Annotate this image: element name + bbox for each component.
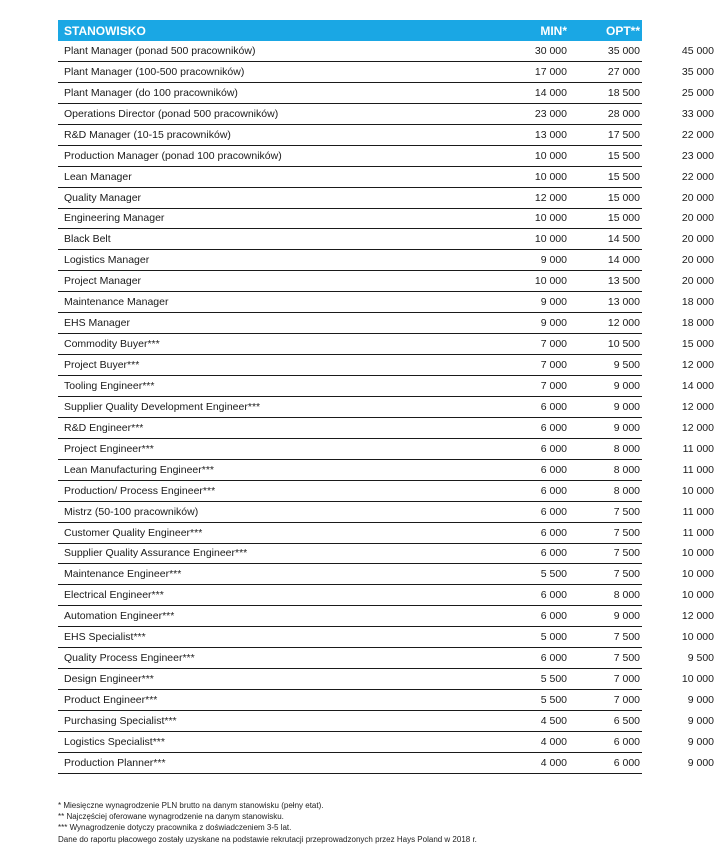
cell-max: 23 000 — [681, 149, 714, 162]
cell-min: 6 000 — [540, 652, 567, 665]
cell-position: Supplier Quality Development Engineer*** — [64, 400, 261, 413]
cell-min: 23 000 — [534, 107, 567, 120]
cell-position: Plant Manager (100-500 pracowników) — [64, 65, 245, 78]
cell-min: 5 000 — [540, 631, 567, 644]
cell-min: 30 000 — [534, 44, 567, 57]
header-min: MIN* — [540, 23, 567, 38]
footnote: ** Najczęściej oferowane wynagrodzenie na danym stanowisku. — [58, 812, 284, 822]
cell-opt: 7 500 — [613, 547, 640, 560]
cell-min: 4 000 — [540, 756, 567, 769]
table-row — [58, 41, 714, 62]
cell-opt: 6 000 — [613, 756, 640, 769]
cell-opt: 7 500 — [613, 631, 640, 644]
cell-opt: 7 000 — [613, 673, 640, 686]
cell-opt: 14 000 — [607, 254, 640, 267]
cell-opt: 7 000 — [613, 694, 640, 707]
cell-position: Purchasing Specialist*** — [64, 714, 177, 727]
cell-position: Quality Process Engineer*** — [64, 652, 195, 665]
cell-min: 10 000 — [534, 233, 567, 246]
header-opt: OPT** — [605, 23, 640, 38]
cell-position: R&D Manager (10-15 pracowników) — [64, 128, 231, 141]
cell-opt: 7 500 — [613, 526, 640, 539]
table-row — [58, 627, 714, 648]
cell-min: 6 000 — [540, 463, 567, 476]
cell-position: EHS Manager — [64, 317, 130, 330]
footnote: * Miesięczne wynagrodzenie PLN brutto na danym stanowisku (pełny etat). — [58, 801, 324, 810]
table-row — [58, 711, 714, 732]
cell-max: 45 000 — [681, 44, 714, 57]
cell-max: 35 000 — [681, 65, 714, 78]
cell-position: Logistics Specialist*** — [64, 735, 165, 748]
cell-max: 10 000 — [681, 547, 714, 560]
cell-opt: 8 000 — [613, 484, 640, 497]
cell-max: 18 000 — [681, 296, 714, 309]
cell-opt: 14 500 — [607, 233, 640, 246]
cell-min: 10 000 — [534, 212, 567, 225]
cell-min: 10 000 — [534, 170, 567, 183]
table-row — [58, 648, 714, 669]
cell-position: Commodity Buyer*** — [64, 338, 160, 351]
cell-min: 10 000 — [534, 275, 567, 288]
table-row — [58, 418, 714, 439]
table-row — [58, 669, 714, 690]
cell-max: 10 000 — [681, 589, 714, 602]
cell-min: 9 000 — [540, 254, 567, 267]
table-row — [58, 564, 714, 585]
cell-min: 6 000 — [540, 547, 567, 560]
header-position: STANOWISKO — [64, 23, 146, 38]
cell-max: 10 000 — [681, 568, 714, 581]
cell-max: 10 000 — [681, 631, 714, 644]
cell-position: Project Buyer*** — [64, 359, 140, 372]
table-row — [58, 544, 714, 565]
cell-min: 14 000 — [534, 86, 567, 99]
cell-opt: 15 000 — [607, 191, 640, 204]
cell-position: Black Belt — [64, 233, 111, 246]
cell-max: 12 000 — [681, 610, 714, 623]
cell-max: 20 000 — [681, 254, 714, 267]
cell-max: 11 000 — [682, 526, 714, 539]
cell-position: Plant Manager (ponad 500 pracowników) — [64, 44, 256, 57]
table-row — [58, 606, 714, 627]
cell-opt: 9 000 — [613, 379, 640, 392]
table-row — [58, 502, 714, 523]
cell-max: 9 000 — [687, 694, 714, 707]
cell-max: 14 000 — [681, 379, 714, 392]
cell-position: Maintenance Manager — [64, 296, 169, 309]
header-max: MAX* — [682, 23, 714, 38]
table-row — [58, 125, 714, 146]
table-row — [58, 188, 714, 209]
cell-max: 12 000 — [681, 359, 714, 372]
cell-opt: 8 000 — [613, 589, 640, 602]
cell-max: 20 000 — [681, 212, 714, 225]
cell-position: Lean Manager — [64, 170, 132, 183]
cell-min: 17 000 — [534, 65, 567, 78]
cell-max: 33 000 — [681, 107, 714, 120]
salary-table — [58, 20, 714, 774]
cell-max: 25 000 — [681, 86, 714, 99]
cell-position: EHS Specialist*** — [64, 631, 146, 644]
table-row — [58, 271, 714, 292]
cell-min: 6 000 — [540, 421, 567, 434]
cell-opt: 15 500 — [607, 170, 640, 183]
table-row — [58, 83, 714, 104]
cell-position: Project Manager — [64, 275, 142, 288]
cell-position: Supplier Quality Assurance Engineer*** — [64, 547, 248, 560]
cell-opt: 9 000 — [613, 610, 640, 623]
cell-opt: 10 500 — [607, 338, 640, 351]
cell-position: Production/ Process Engineer*** — [64, 484, 216, 497]
cell-min: 4 500 — [540, 714, 567, 727]
cell-opt: 13 500 — [607, 275, 640, 288]
cell-min: 5 500 — [540, 673, 567, 686]
cell-opt: 7 500 — [613, 568, 640, 581]
cell-opt: 8 000 — [613, 463, 640, 476]
cell-max: 12 000 — [681, 400, 714, 413]
table-row — [58, 209, 714, 230]
footnotes — [58, 800, 658, 845]
table-row — [58, 376, 714, 397]
cell-max: 9 000 — [687, 735, 714, 748]
cell-position: Production Manager (ponad 100 pracowników) — [64, 149, 282, 162]
cell-min: 6 000 — [540, 400, 567, 413]
table-row — [58, 313, 714, 334]
table-row — [58, 250, 714, 271]
cell-position: Production Planner*** — [64, 756, 166, 769]
cell-max: 10 000 — [681, 673, 714, 686]
cell-max: 22 000 — [681, 128, 714, 141]
cell-min: 9 000 — [540, 317, 567, 330]
cell-opt: 6 500 — [613, 714, 640, 727]
cell-min: 4 000 — [540, 735, 567, 748]
cell-opt: 15 500 — [607, 149, 640, 162]
cell-opt: 17 500 — [607, 128, 640, 141]
cell-min: 6 000 — [540, 526, 567, 539]
cell-opt: 18 500 — [607, 86, 640, 99]
cell-opt: 7 500 — [613, 652, 640, 665]
cell-max: 9 500 — [687, 652, 714, 665]
cell-opt: 6 000 — [613, 735, 640, 748]
cell-min: 7 000 — [540, 338, 567, 351]
cell-opt: 9 500 — [613, 359, 640, 372]
table-row — [58, 167, 714, 188]
cell-opt: 9 000 — [613, 421, 640, 434]
cell-position: Mistrz (50-100 pracowników) — [64, 505, 199, 518]
cell-opt: 35 000 — [607, 44, 640, 57]
cell-position: Design Engineer*** — [64, 673, 154, 686]
cell-opt: 8 000 — [613, 442, 640, 455]
cell-max: 11 000 — [682, 463, 714, 476]
cell-opt: 13 000 — [607, 296, 640, 309]
cell-max: 15 000 — [681, 338, 714, 351]
table-row — [58, 753, 714, 774]
cell-position: R&D Engineer*** — [64, 421, 144, 434]
cell-position: Project Engineer*** — [64, 442, 154, 455]
cell-position: Lean Manufacturing Engineer*** — [64, 463, 215, 476]
table-row — [58, 481, 714, 502]
cell-min: 6 000 — [540, 589, 567, 602]
cell-max: 9 000 — [687, 756, 714, 769]
cell-max: 11 000 — [682, 442, 714, 455]
cell-max: 11 000 — [682, 505, 714, 518]
cell-opt: 15 000 — [607, 212, 640, 225]
footnote: *** Wynagrodzenie dotyczy pracownika z doświadczeniem 3-5 lat. — [58, 823, 292, 833]
cell-min: 5 500 — [540, 568, 567, 581]
cell-opt: 7 500 — [613, 505, 640, 518]
cell-min: 7 000 — [540, 379, 567, 392]
cell-opt: 28 000 — [607, 107, 640, 120]
cell-opt: 27 000 — [607, 65, 640, 78]
cell-max: 10 000 — [681, 484, 714, 497]
cell-min: 9 000 — [540, 296, 567, 309]
table-body — [58, 41, 714, 774]
cell-position: Electrical Engineer*** — [64, 589, 164, 602]
cell-opt: 9 000 — [613, 400, 640, 413]
table-row — [58, 104, 714, 125]
table-row — [58, 585, 714, 606]
cell-max: 20 000 — [681, 275, 714, 288]
cell-min: 6 000 — [540, 610, 567, 623]
table-row — [58, 397, 714, 418]
cell-position: Operations Director (ponad 500 pracowników) — [64, 107, 279, 120]
table-row — [58, 229, 714, 250]
table-row — [58, 334, 714, 355]
cell-position: Product Engineer*** — [64, 694, 158, 707]
cell-min: 13 000 — [534, 128, 567, 141]
table-row — [58, 355, 714, 376]
table-row — [58, 292, 714, 313]
table-row — [58, 460, 714, 481]
cell-max: 20 000 — [681, 233, 714, 246]
cell-max: 20 000 — [681, 191, 714, 204]
footnote: Dane do raportu płacowego zostały uzyskane na podstawie rekrutacji przeprowadzonych przez Hays Poland w 2018 r. — [58, 834, 477, 844]
table-row — [58, 146, 714, 167]
cell-max: 22 000 — [681, 170, 714, 183]
cell-position: Engineering Manager — [64, 212, 165, 225]
cell-min: 10 000 — [534, 149, 567, 162]
cell-position: Maintenance Engineer*** — [64, 568, 182, 581]
cell-min: 7 000 — [540, 359, 567, 372]
cell-min: 6 000 — [540, 505, 567, 518]
table-row — [58, 732, 714, 753]
cell-max: 12 000 — [681, 421, 714, 434]
table-row — [58, 439, 714, 460]
cell-position: Quality Manager — [64, 191, 142, 204]
cell-min: 6 000 — [540, 484, 567, 497]
cell-position: Customer Quality Engineer*** — [64, 526, 203, 539]
table-row — [58, 523, 714, 544]
cell-min: 12 000 — [534, 191, 567, 204]
cell-position: Automation Engineer*** — [64, 610, 175, 623]
cell-position: Tooling Engineer*** — [64, 379, 155, 392]
table-header — [58, 20, 714, 41]
table-row — [58, 62, 714, 83]
cell-position: Logistics Manager — [64, 254, 150, 267]
cell-min: 5 500 — [540, 694, 567, 707]
cell-max: 9 000 — [687, 714, 714, 727]
cell-min: 6 000 — [540, 442, 567, 455]
cell-position: Plant Manager (do 100 pracowników) — [64, 86, 238, 99]
table-row — [58, 690, 714, 711]
cell-opt: 12 000 — [607, 317, 640, 330]
cell-max: 18 000 — [681, 317, 714, 330]
